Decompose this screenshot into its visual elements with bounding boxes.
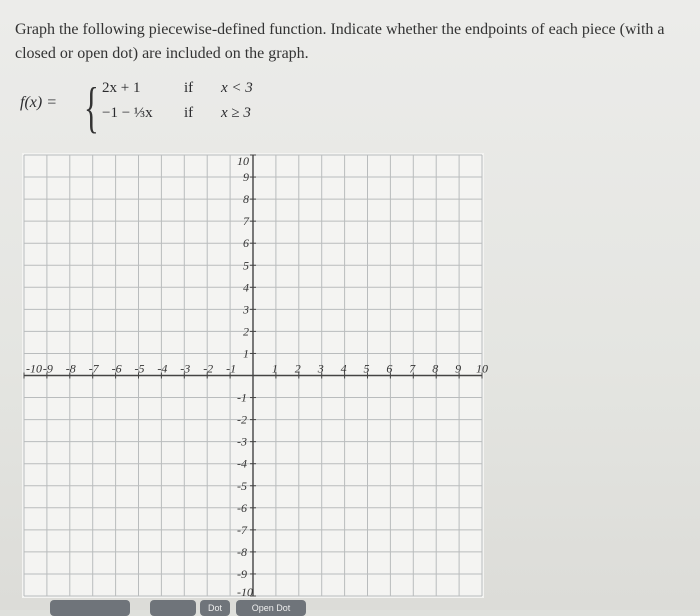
y-tick-label: -10 xyxy=(237,585,253,599)
y-tick-label: -9 xyxy=(237,566,247,581)
x-tick-label: 7 xyxy=(409,361,416,376)
open-dot-button[interactable]: Open Dot xyxy=(236,600,306,616)
x-tick-label: 1 xyxy=(271,361,278,376)
piece-1-if: if xyxy=(184,80,194,96)
y-tick-label: -1 xyxy=(237,390,247,405)
y-tick-label: 3 xyxy=(243,302,249,317)
y-tick-label: 9 xyxy=(243,170,249,185)
y-tick-label: -2 xyxy=(237,412,247,427)
x-tick-label: -8 xyxy=(65,361,76,376)
x-tick-label: 4 xyxy=(340,361,347,376)
toolbar-button-2[interactable] xyxy=(150,600,196,616)
y-tick-label: 7 xyxy=(243,214,249,229)
x-tick-label: 8 xyxy=(432,361,439,376)
y-tick-label: -8 xyxy=(237,544,247,559)
piece-2-condition: x ≥ 3 xyxy=(221,105,251,121)
x-tick-label: -1 xyxy=(226,361,237,376)
y-tick-label: 2 xyxy=(243,324,249,339)
coordinate-grid[interactable] xyxy=(22,153,488,599)
y-tick-label: 8 xyxy=(243,192,249,207)
x-tick-label: 5 xyxy=(363,361,370,376)
x-tick-label: -9 xyxy=(42,361,53,376)
piece-1-expression: 2x + 1 xyxy=(102,80,141,96)
y-tick-label: 5 xyxy=(243,258,249,273)
x-tick-label: -6 xyxy=(111,361,122,376)
x-tick-label: -4 xyxy=(157,361,168,376)
question-prompt: Graph the following piecewise-defined function. Indicate whether the endpoints of each piece (with a closed or open dot) are included on the graph. xyxy=(15,21,665,62)
x-tick-label: 3 xyxy=(317,361,324,376)
y-tick-label: -3 xyxy=(237,434,247,449)
function-lhs: f(x) = xyxy=(20,94,57,111)
piece-1-condition: x < 3 xyxy=(221,80,253,96)
piece-2-if: if xyxy=(184,105,194,121)
y-tick-label: 1 xyxy=(243,346,249,361)
y-tick-label: -6 xyxy=(237,500,247,515)
x-tick-label: -3 xyxy=(180,361,191,376)
graph-area[interactable] xyxy=(22,153,488,599)
x-tick-label: -7 xyxy=(88,361,99,376)
y-tick-label: 6 xyxy=(243,236,249,251)
y-tick-label: -5 xyxy=(237,478,247,493)
x-tick-label: -5 xyxy=(134,361,145,376)
x-tick-label: -2 xyxy=(203,361,214,376)
x-tick-label: -10 xyxy=(26,361,42,376)
piece-2-expression: −1 − ⅓x xyxy=(102,105,153,121)
y-tick-label: 4 xyxy=(243,280,249,295)
y-tick-label: 10 xyxy=(237,154,249,168)
x-tick-label: 6 xyxy=(386,361,393,376)
piecewise-function xyxy=(14,77,274,140)
brace-icon: { xyxy=(84,77,99,139)
y-tick-label: -7 xyxy=(237,522,247,537)
x-tick-label: 9 xyxy=(455,361,462,376)
x-tick-label: 10 xyxy=(476,361,488,376)
toolbar-button-1[interactable] xyxy=(50,600,130,616)
x-tick-label: 2 xyxy=(294,361,301,376)
y-tick-label: -4 xyxy=(237,456,247,471)
dot-button[interactable]: Dot xyxy=(200,600,230,616)
